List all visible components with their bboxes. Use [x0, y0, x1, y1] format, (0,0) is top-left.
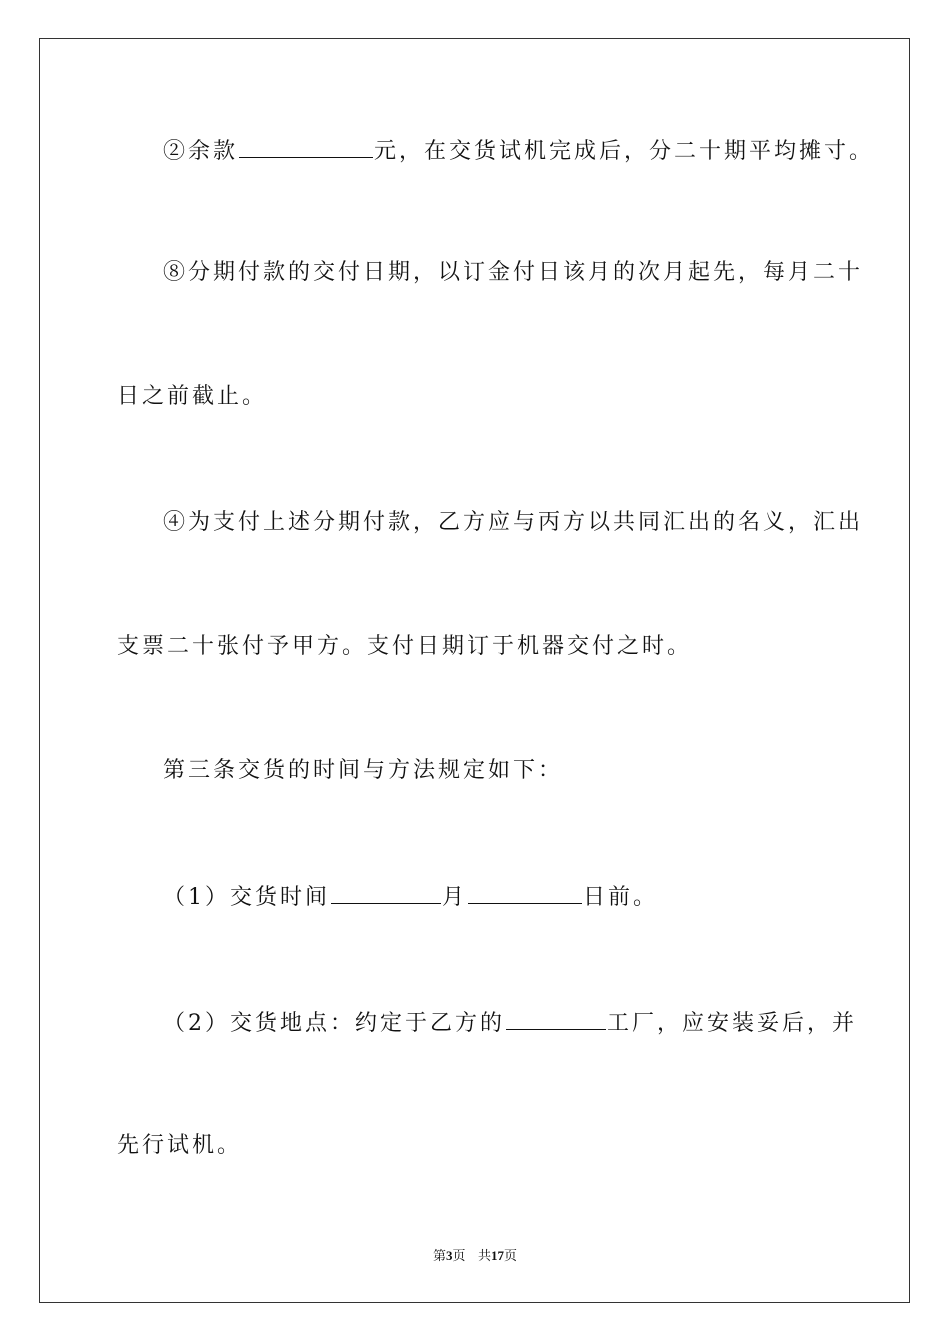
total-pages: 17	[490, 1248, 504, 1263]
fill-blank-factory[interactable]	[506, 1007, 606, 1030]
footer-text: 共	[477, 1249, 491, 1264]
paragraph-delivery-place-line2: 先行试机。	[117, 1133, 243, 1158]
text-segment: 元，在交货试机完成后，分二十期平均摊寸。	[374, 139, 875, 164]
footer-text: 第	[433, 1249, 447, 1264]
paragraph-delivery-place-line1	[163, 1007, 857, 1039]
page-footer	[0, 1247, 950, 1266]
paragraph-installment-date-line2: 日之前截止。	[117, 384, 268, 409]
footer-text: 页	[452, 1249, 466, 1264]
fill-blank-day[interactable]	[468, 881, 582, 904]
fill-blank-amount[interactable]	[239, 135, 373, 158]
text-segment: （2）交货地点：约定于乙方的	[163, 1011, 505, 1036]
text-segment: 工厂，应安装妥后，并	[607, 1011, 858, 1036]
text-segment: 日前。	[583, 885, 659, 910]
paragraph-checks-line1: ④为支付上述分期付款，乙方应与丙方以共同汇出的名义，汇出	[163, 510, 864, 535]
footer-text: 页	[503, 1249, 517, 1264]
paragraph-delivery-time	[163, 881, 658, 913]
paragraph-installment-date-line1: ⑧分期付款的交付日期，以订金付日该月的次月起先，每月二十	[163, 260, 864, 285]
article-three-heading: 第三条交货的时间与方法规定如下：	[163, 758, 564, 783]
text-segment: ②余款	[163, 139, 239, 164]
page-border	[39, 38, 910, 1303]
page-number: 3	[446, 1248, 453, 1263]
paragraph-checks-line2: 支票二十张付予甲方。支付日期订于机器交付之时。	[117, 634, 693, 659]
paragraph-balance-payment	[163, 135, 874, 167]
fill-blank-month[interactable]	[331, 881, 441, 904]
text-segment: （1）交货时间	[163, 885, 330, 910]
text-segment: 月	[442, 885, 468, 910]
